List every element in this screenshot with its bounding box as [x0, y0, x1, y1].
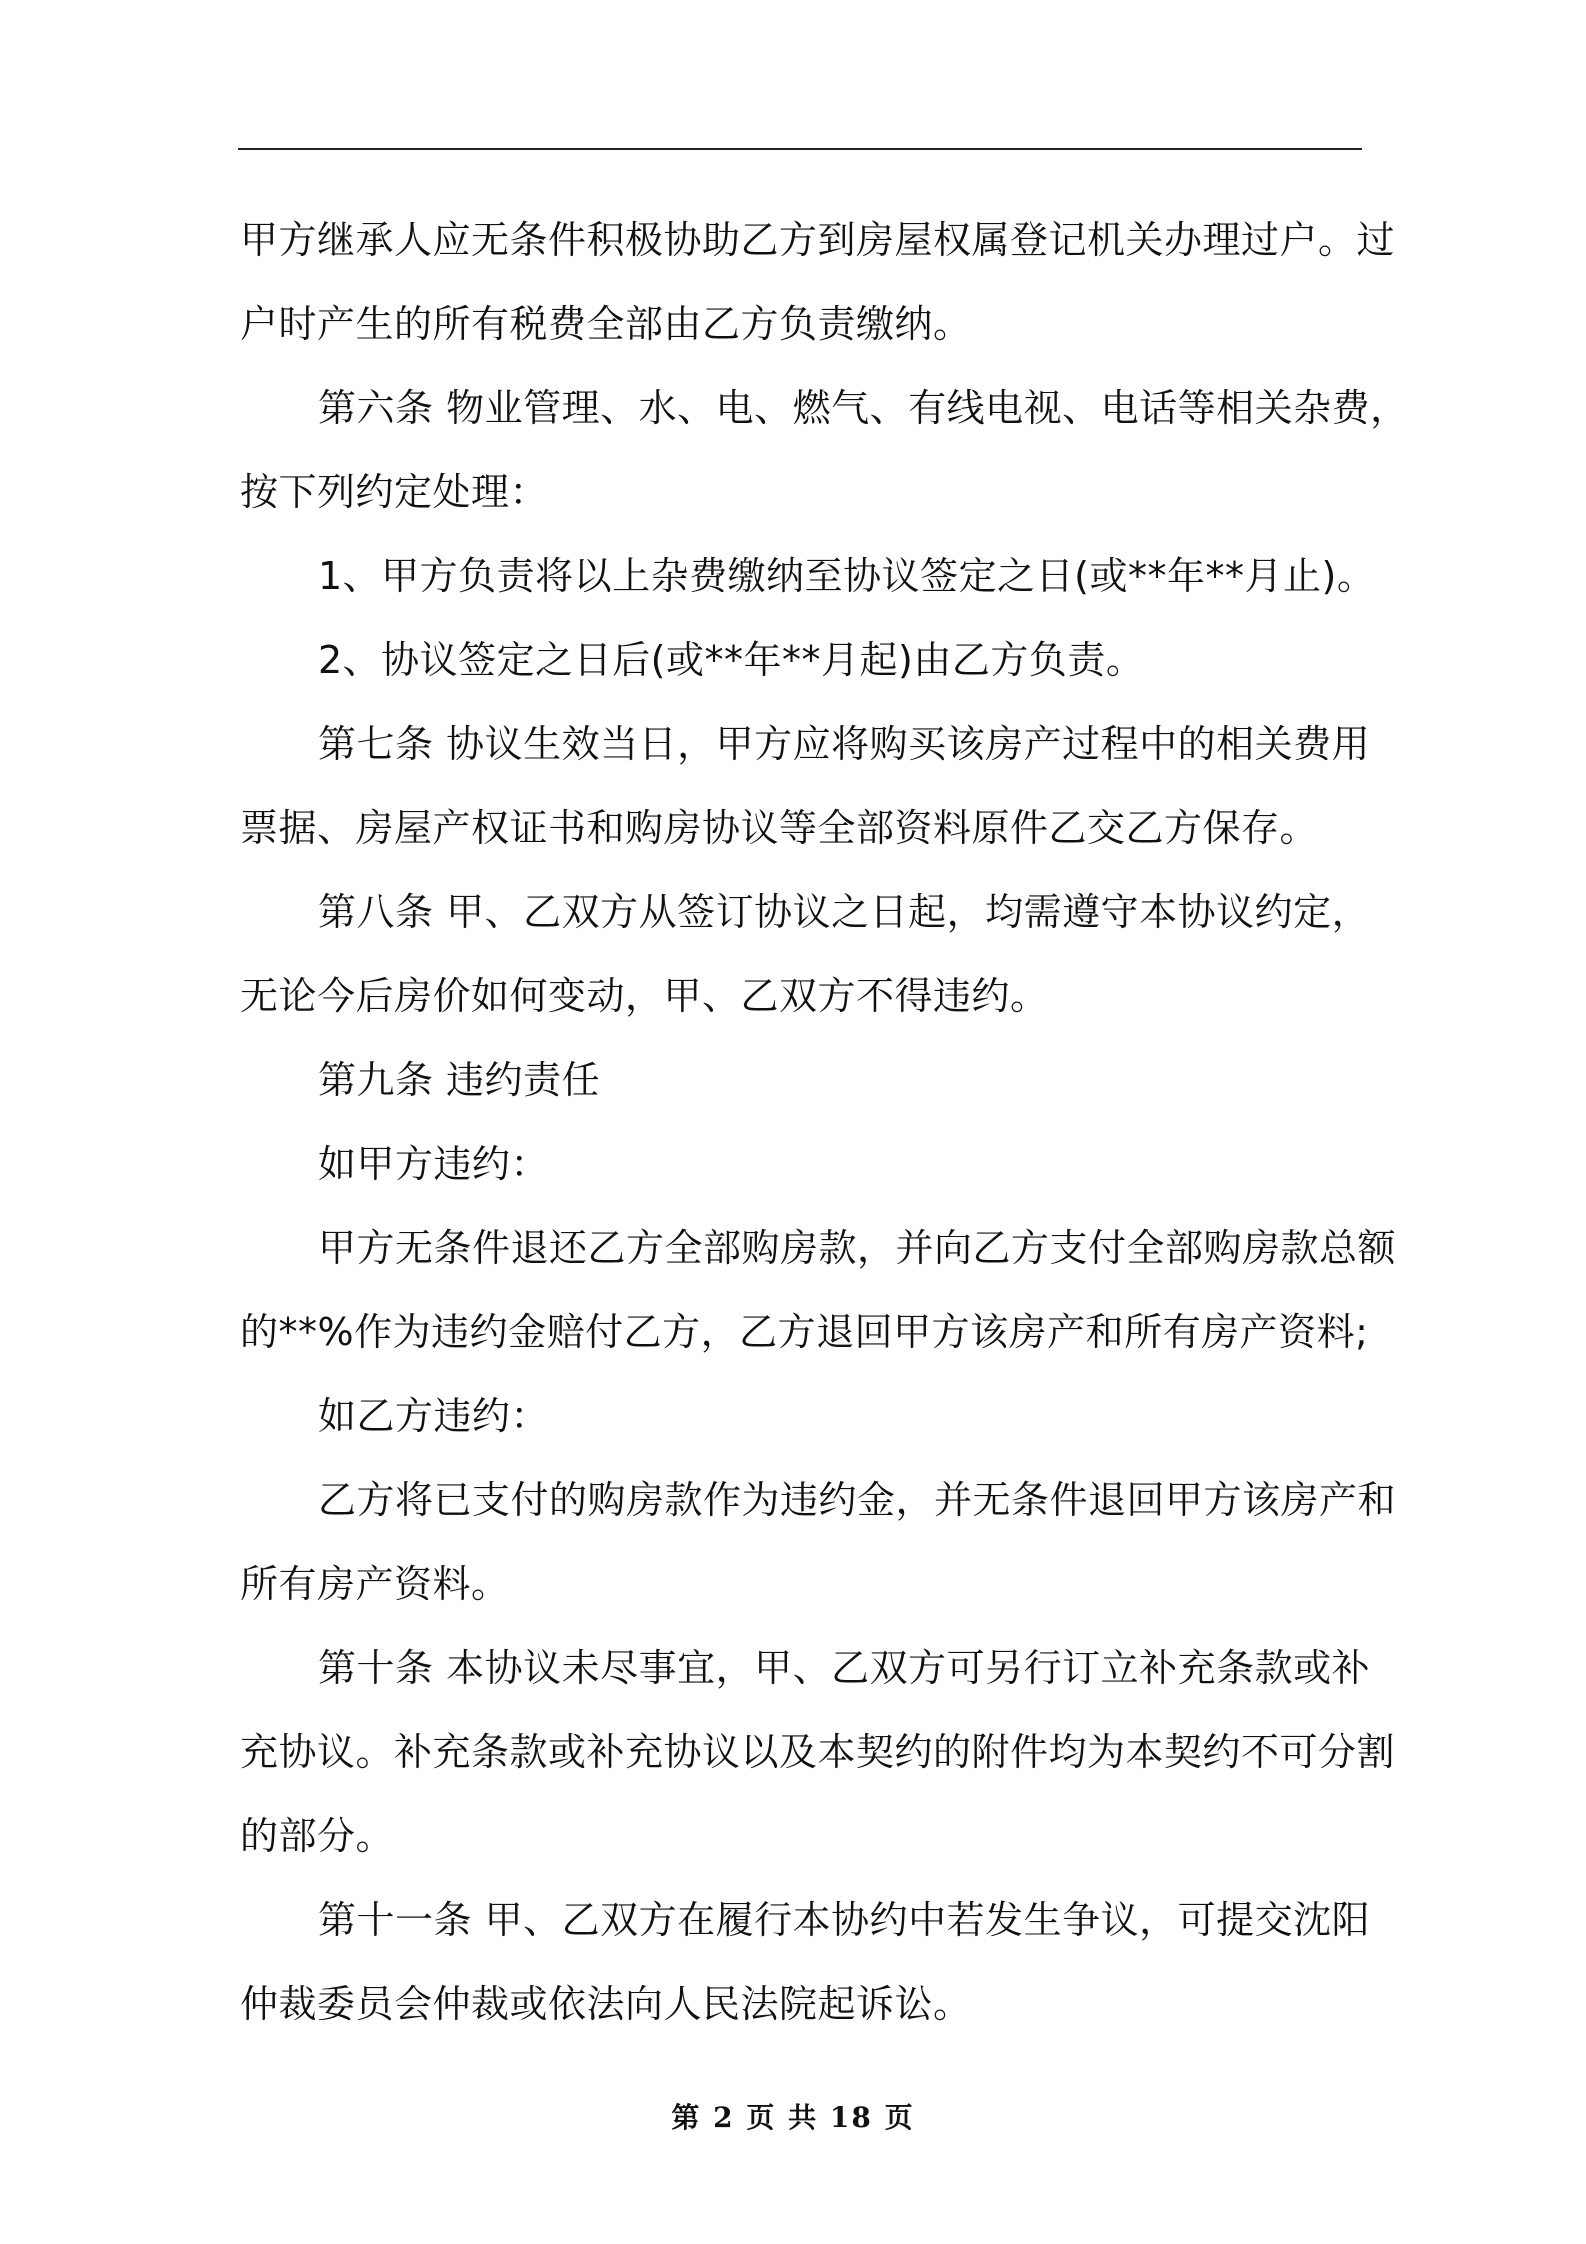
text-line: 第六条 物业管理、水、电、燃气、有线电视、电话等相关杂费， — [318, 386, 1409, 430]
text-line: 第十条 本协议未尽事宜，甲、乙双方可另行订立补充条款或补 — [318, 1646, 1371, 1690]
text-line: 第九条 违约责任 — [318, 1058, 601, 1102]
text-line: 乙方将已支付的购房款作为违约金，并无条件退回甲方该房产和 — [318, 1478, 1397, 1522]
text-line: 第七条 协议生效当日，甲方应将购买该房产过程中的相关费用 — [318, 722, 1371, 766]
text-line: 2、协议签定之日后(或**年**月起)由乙方负责。 — [318, 638, 1145, 682]
text-line: 的部分。 — [240, 1814, 395, 1858]
text-line: 第八条 甲、乙双方从签订协议之日起，均需遵守本协议约定， — [318, 890, 1371, 934]
text-line: 按下列约定处理： — [240, 470, 549, 514]
text-line: 仲裁委员会仲裁或依法向人民法院起诉讼。 — [240, 1982, 972, 2026]
text-line: 票据、房屋产权证书和购房协议等全部资料原件乙交乙方保存。 — [240, 806, 1319, 850]
header-rule — [238, 148, 1362, 150]
document-body — [240, 198, 1409, 2046]
text-line: 充协议。补充条款或补充协议以及本契约的附件均为本契约不可分割 — [240, 1730, 1396, 1774]
text-line: 如甲方违约： — [318, 1142, 550, 1186]
text-line: 无论今后房价如何变动，甲、乙双方不得违约。 — [240, 974, 1049, 1018]
text-line: 户时产生的所有税费全部由乙方负责缴纳。 — [240, 302, 972, 346]
text-line: 甲方无条件退还乙方全部购房款，并向乙方支付全部购房款总额 — [318, 1226, 1397, 1270]
text-line: 第十一条 甲、乙双方在履行本协约中若发生争议，可提交沈阳 — [318, 1898, 1371, 1942]
text-line: 所有房产资料。 — [240, 1562, 510, 1606]
text-line: 1、甲方负责将以上杂费缴纳至协议签定之日(或**年**月止)。 — [318, 554, 1376, 598]
text-line: 甲方继承人应无条件积极协助乙方到房屋权属登记机关办理过户。过 — [240, 218, 1396, 262]
page-footer: 第 2 页 共 18 页 — [671, 2101, 915, 2134]
text-line: 的**%作为违约金赔付乙方，乙方退回甲方该房产和所有房产资料; — [240, 1310, 1369, 1354]
text-line: 如乙方违约： — [318, 1394, 550, 1438]
